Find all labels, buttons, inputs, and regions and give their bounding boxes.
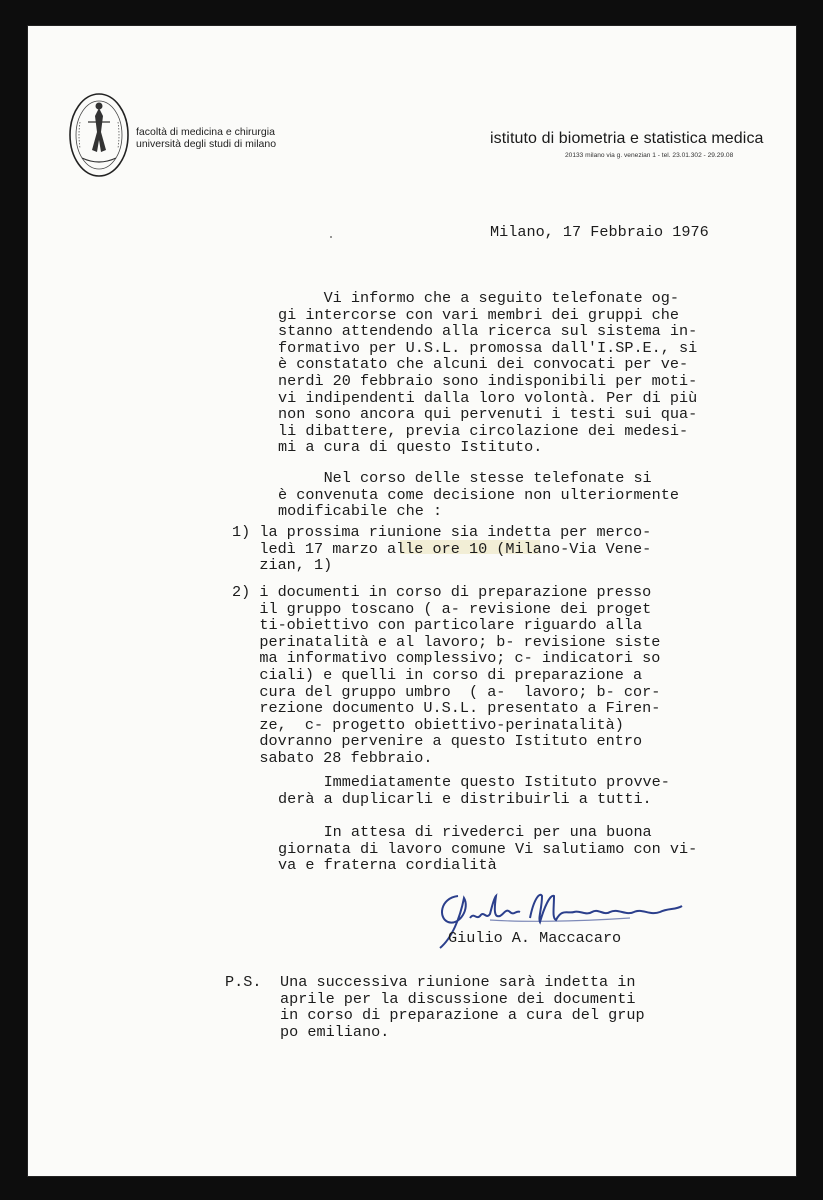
institute-address: 20133 milano via g. venezian 1 - tel. 23.01.302 - 29.29.08 bbox=[565, 152, 734, 159]
postscript-label: P.S. bbox=[225, 973, 262, 991]
paragraph-duplicate: Immediatamente questo Istituto provve- derà a duplicarli e distribuirli a tutti. bbox=[278, 773, 670, 808]
university-name: università degli studi di milano bbox=[136, 138, 277, 150]
institute-name: istituto di biometria e statistica medica bbox=[490, 130, 764, 147]
signer-name: Giulio A. Maccacaro bbox=[448, 929, 622, 947]
list-item-2: 2) i documenti in corso di preparazione presso il gruppo toscano ( a- revisione dei proget ti-obiettivo con particolare riguardo alla perinatalità e al lavoro; b- revisione siste ma informativo complessivo; c- indicatori so ciali) e quelli in corso di preparazione a cura del gruppo umbro ( a- lavoro; b- cor- rezione documento U.S.L. presentato a Firen- ze, c- progetto obiettivo-perinatalità) dovranno pervenire a questo Istituto entro sabato 28 febbraio. bbox=[232, 583, 661, 767]
paragraph-closing: In attesa di rivederci per una buona giornata di lavoro comune Vi salutiamo con vi- va e fraterna cordialità bbox=[278, 823, 698, 875]
university-seal-icon bbox=[68, 92, 130, 178]
letter-date: Milano, 17 Febbraio 1976 bbox=[490, 223, 709, 241]
faculty-name: facoltà di medicina e chirurgia bbox=[136, 126, 275, 138]
postscript-text: Una successiva riunione sarà indetta in aprile per la discussione dei documenti in corso di preparazione a cura del grup po emiliano. bbox=[280, 973, 645, 1041]
paragraph-intro: Vi informo che a seguito telefonate og- gi intercorse con vari membri dei gruppi che stanno attendendo alla ricerca sul sistema in- formativo per U.S.L. promossa dall'I.SP.E., si è constatato che alcuni dei convocati per ve- nerdì 20 febbraio sono indisponibili per moti- vi indipendenti dalla loro volontà. Per di più non sono ancora qui pervenuti i testi sui qua- li dibattere, previa circolazione dei medesi- mi a cura di questo Istituto. bbox=[278, 289, 698, 457]
paper-speck bbox=[330, 236, 332, 238]
faculty-header bbox=[136, 126, 276, 150]
paragraph-decision: Nel corso delle stesse telefonate si è convenuta come decisione non ulteriormente modificabile che : bbox=[278, 469, 680, 521]
list-item-1: 1) la prossima riunione sia indetta per merco- ledì 17 marzo alle ore 10 (Milano-Via Vene- zian, 1) bbox=[232, 523, 652, 575]
